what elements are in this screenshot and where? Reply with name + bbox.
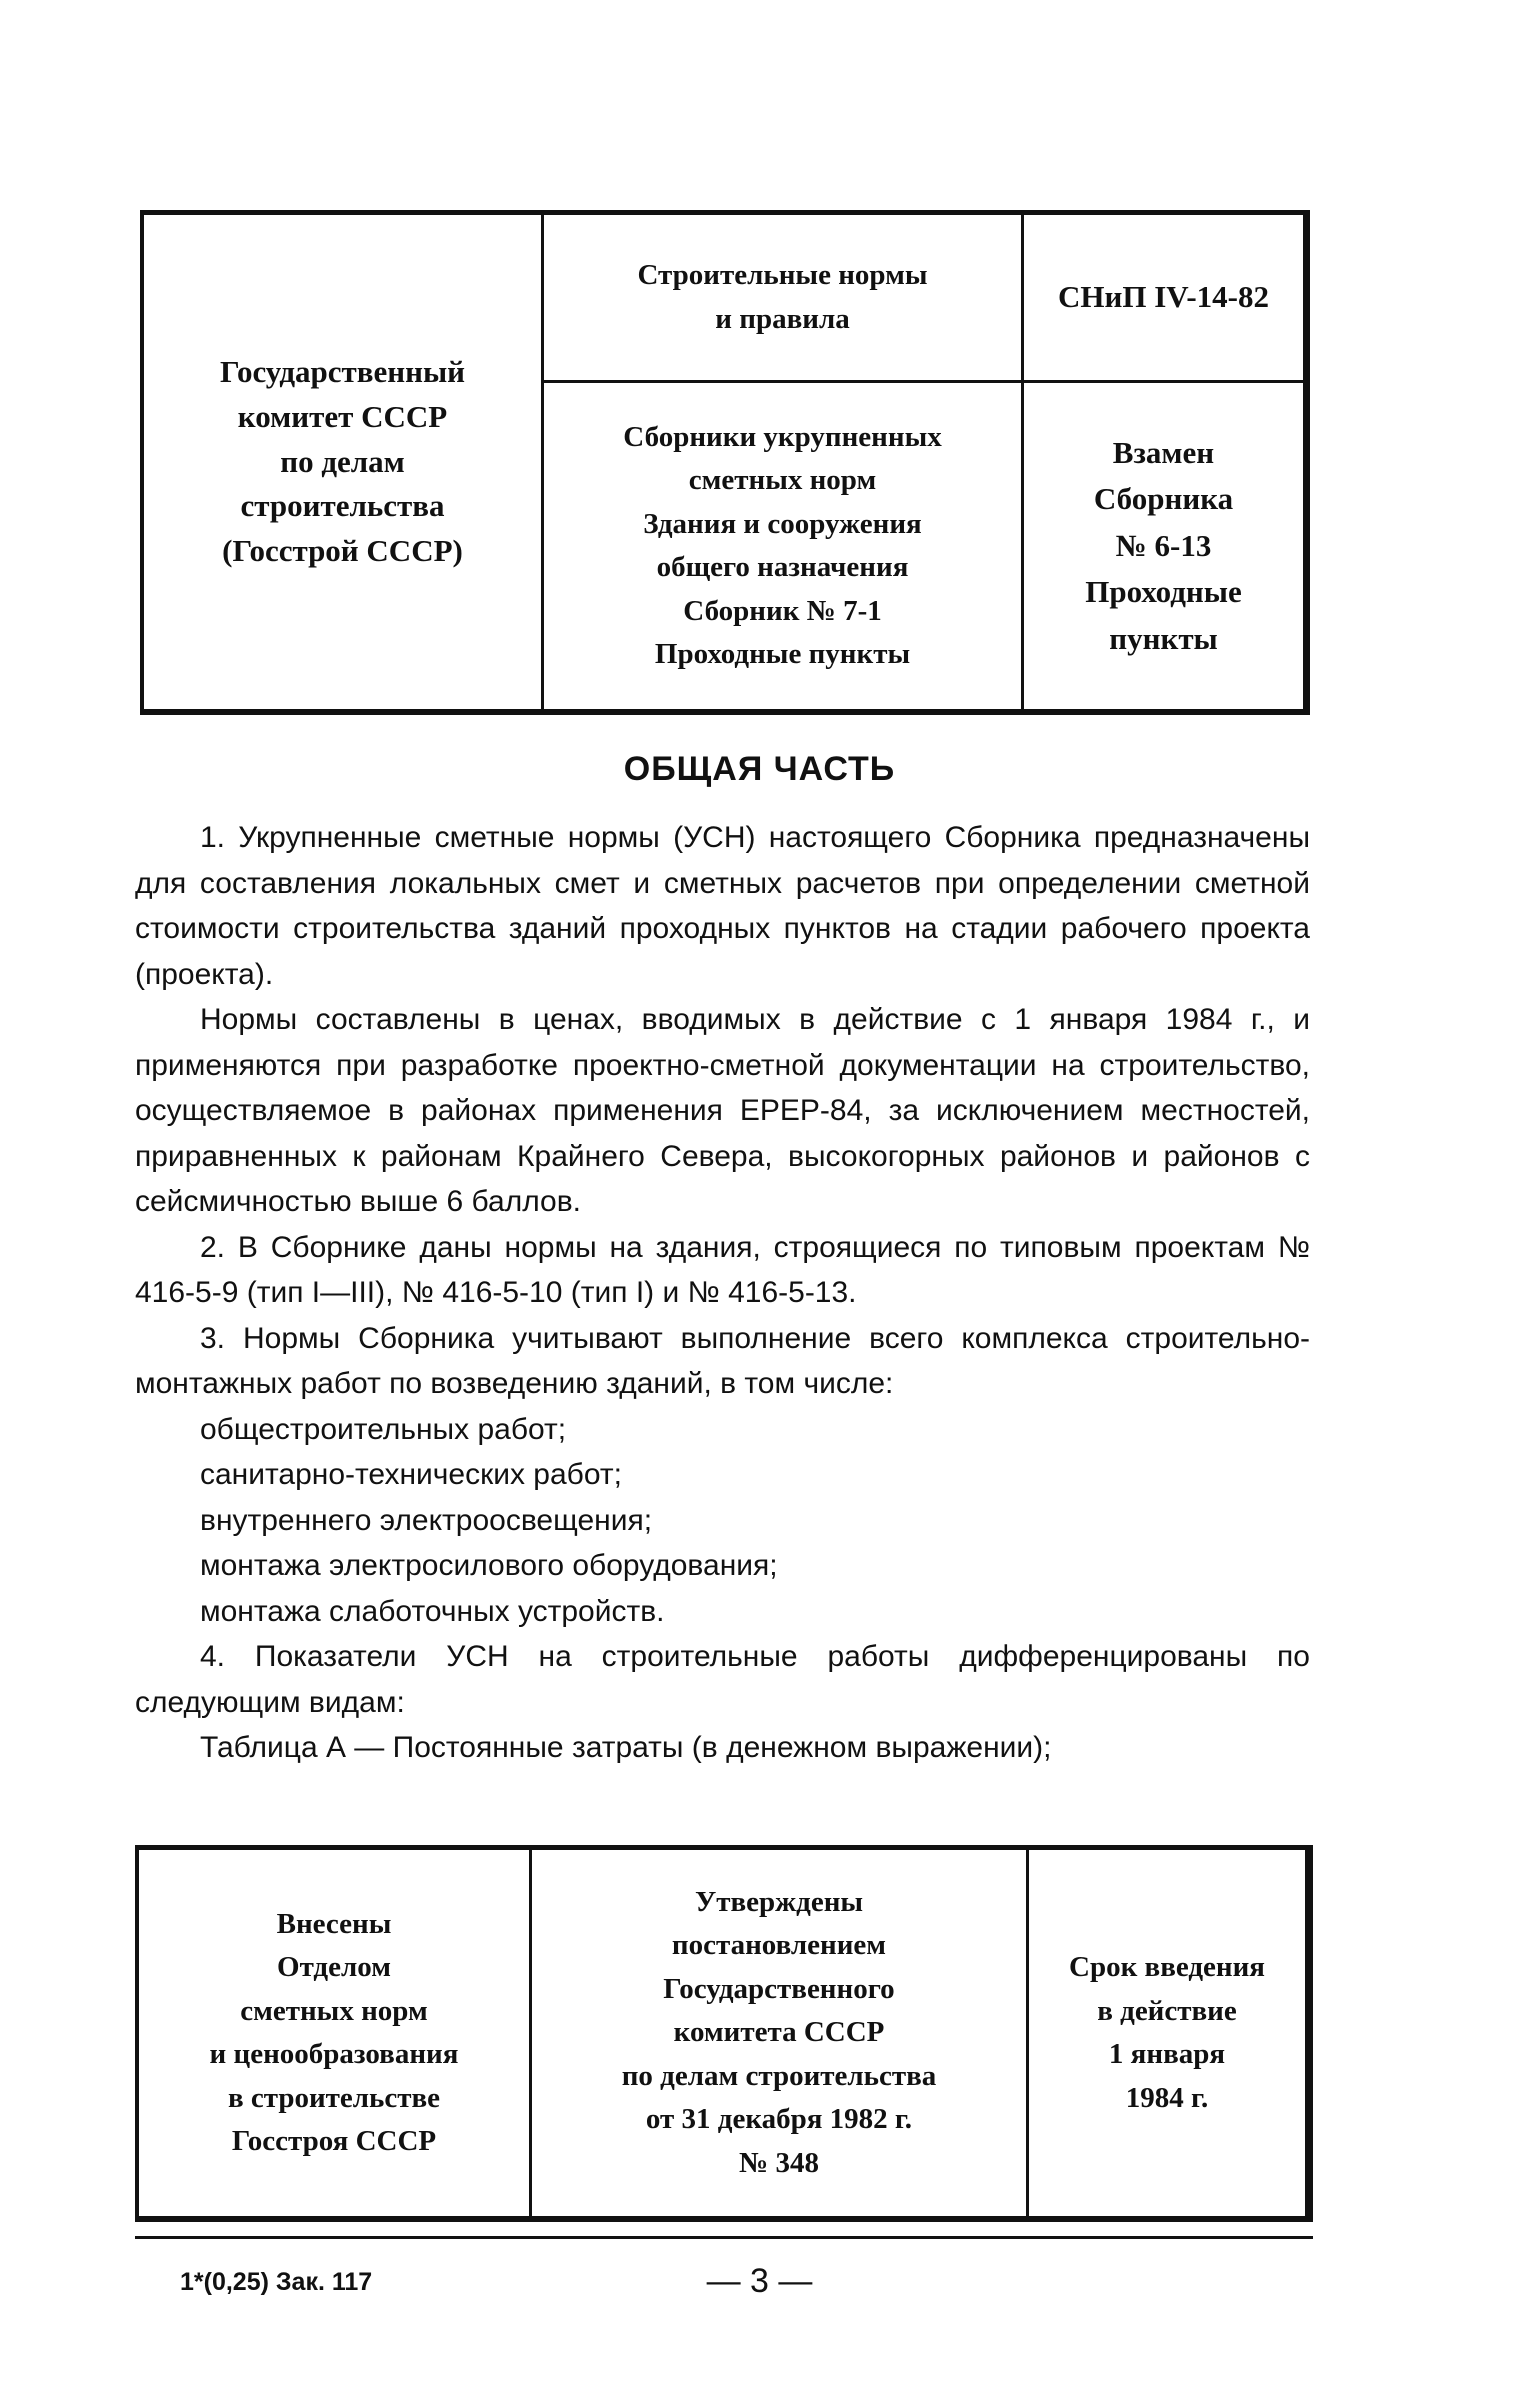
header-table	[140, 210, 1310, 715]
body-text	[135, 815, 1310, 1771]
footer-table	[135, 1845, 1313, 2222]
paragraph-3: 2. В Сборнике даны нормы на здания, строящиеся по типовым проектам № 416-5-9 (тип I—III), № 416-5-10 (тип I) и № 416-5-13.	[135, 1230, 1310, 1309]
replaces-note: Взамен Сборника № 6-13 Проходные пункты	[1085, 434, 1242, 656]
effective-date-cell	[1029, 1850, 1305, 2216]
approved-by-cell	[532, 1850, 1029, 2216]
list-item: общестроительных работ;	[200, 1412, 567, 1446]
effective-date: Срок введения в действие 1 января 1984 г.	[1069, 1951, 1265, 2114]
document-type: Строительные нормы и правила	[637, 259, 928, 335]
collection-title-cell	[544, 383, 1024, 709]
section-title: ОБЩАЯ ЧАСТЬ	[623, 750, 896, 788]
list-item: монтажа электросилового оборудования;	[200, 1549, 778, 1582]
submitted-by-cell	[139, 1850, 532, 2216]
print-info: 1*(0,25) Зак. 117	[180, 2268, 373, 2296]
issuing-organization: Государственный комитет СССР по делам строительства (Госстрой СССР)	[219, 353, 466, 569]
approved-by: Утверждены постановлением Государственного комитета СССР по делам строительства от 31 декабря 1982 г. № 348	[621, 1885, 937, 2179]
page-number: — 3 —	[706, 2262, 813, 2300]
collection-title: Сборники укрупненных сметных норм Здания и сооружения общего назначения Сборник № 7-1 Проходные пункты	[623, 420, 942, 670]
paragraph-6: Таблица А — Постоянные затраты (в денежном выражении);	[200, 1731, 1052, 1764]
issuing-organization-cell	[144, 215, 544, 709]
paragraph-4: 3. Нормы Сборника учитывают выполнение всего комплекса строительно-монтажных работ по возведению зданий, в том числе:	[135, 1321, 1310, 1400]
document-code: СНиП IV-14-82	[1057, 279, 1270, 315]
paragraph-1: 1. Укрупненные сметные нормы (УСН) настоящего Сборника предназначены для составления локальных смет и сметных расчетов при определении сметной стоимости строительства зданий проходных пунктов на стадии рабочего проекта (проекта).	[135, 821, 1310, 991]
paragraph-2: Нормы составлены в ценах, вводимых в действие с 1 января 1984 г., и применяются при разработке проектно-сметной документации на строительство, осуществляемое в районах применения ЕРЕР-84, за исключением местностей, приравненных к районам Крайнего Севера, высокогорных районов и районов с сейсмичностью выше 6 баллов.	[135, 1003, 1310, 1218]
document-type-cell	[544, 215, 1024, 380]
list-item: санитарно-технических работ;	[200, 1458, 622, 1491]
submitted-by: Внесены Отделом сметных норм и ценообразования в строительстве Госстроя СССР	[209, 1907, 459, 2157]
list-item: внутреннего электроосвещения;	[200, 1503, 653, 1537]
paragraph-5: 4. Показатели УСН на строительные работы дифференцированы по следующим видам:	[135, 1640, 1310, 1719]
list-item: монтажа слаботочных устройств.	[200, 1594, 665, 1628]
replaces-cell	[1024, 383, 1303, 709]
bottom-rule	[135, 2236, 1313, 2239]
document-code-cell	[1024, 215, 1303, 380]
